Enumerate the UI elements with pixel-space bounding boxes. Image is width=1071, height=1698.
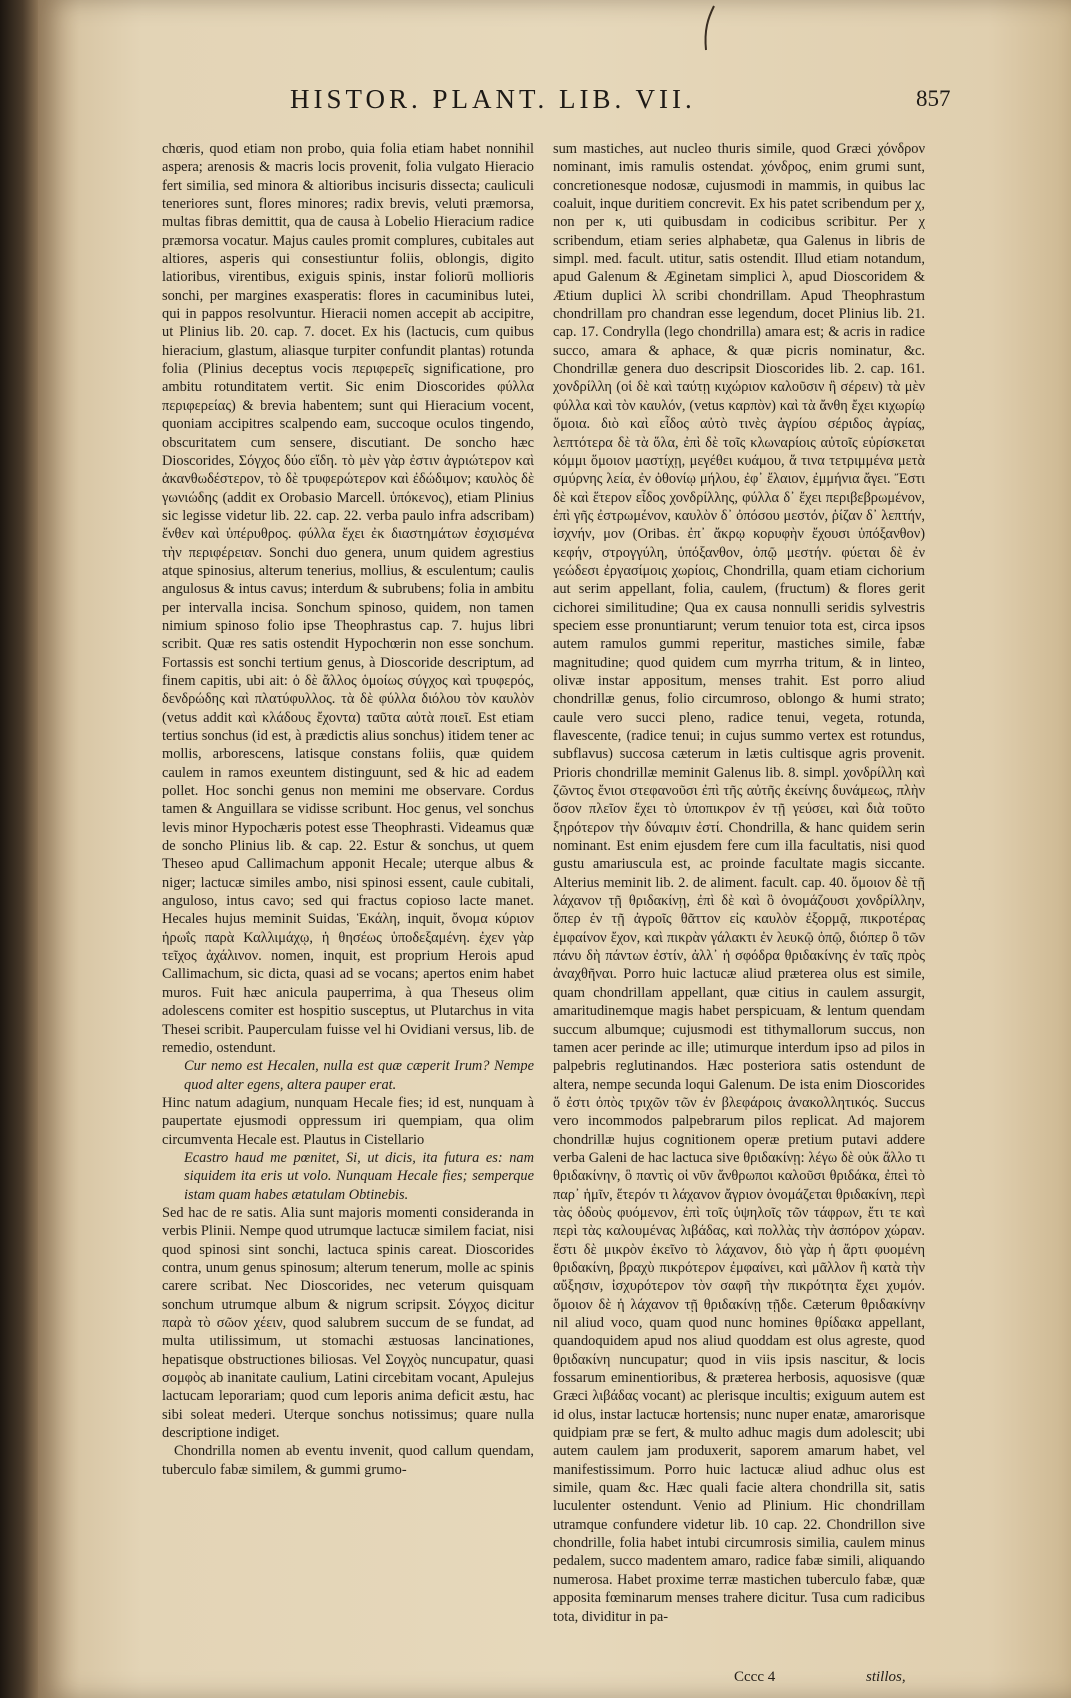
verse: Cur nemo est Hecalen, nulla est quæ cæperit Irum? Nempe quod alter egens, altera pauper erat.	[184, 1058, 534, 1093]
running-header: HISTOR. PLANT. LIB. VII.	[290, 84, 696, 114]
ink-mark-icon	[700, 4, 720, 52]
paragraph: Sed hac de re satis. Alia sunt majoris momenti consideranda in verbis Plinii. Nempe quod utrumque lactucæ similem faciat, nisi quod spinosi sint sonchi, lactuca spinis careat. Dioscorides contra, unum genus spinosum; alterum tenerum, molle ac spinis carere scribat. Nec Dioscorides, nec veterum quisquam sonchum utrumque album & nigrum scripsit. Σόγχος dicitur παρὰ τὸ σῶον χέειν, quod salubrem succum de se fundat, ad multa utilissimum, ut stomachi æstuosas lancinationes, hepatisque obstructiones biliosas. Vel Σογχὸς nuncupatur, quasi σομφὸς ab inanitate caulium, Latini circebitam vocant, Apulejus lactucam leporariam; quod cum leporis anima deficit æstu, hac sibi soleat mederi. Uterque sonchus notissimus; quare nulla descriptione indiget.	[162, 1204, 534, 1442]
signature-mark: Cccc 4	[734, 1669, 776, 1685]
paragraph: Hinc natum adagium, nunquam Hecale fies; id est, nunquam à paupertate ejusmodi oppressum iri quempiam, qua olim circumventa Hecale est. Plautus in Cistellario	[162, 1094, 534, 1148]
right-column	[553, 140, 925, 1626]
page-number: 857	[916, 86, 951, 111]
catchword: stillos,	[866, 1669, 906, 1685]
paragraph: chœris, quod etiam non probo, quia folia etiam habet nonnihil aspera; arenosis & macris locis provenit, folia vulgato Hieracio fert similia, sed minora & altioribus incisuris dissecta; cauliculi teneriores sunt, flores minores; radix brevis, veluti præmorsa, multas fibras demittit, qua de causa à Lobelio Hieracium radice præmorsa vocatur. Majus caules promit complures, cubitales aut altiores, asperis qui consestiuntur foliis, oblongis, digito latioribus, virentibus, exiguis spinis, instar foliorū mollioris sonchi, per margines exasperatis: flores in cacuminibus lutei, qui in pappos resolvuntur. Hieracii nomen accepit ab accipitre, ut Plinius lib. 20. cap. 7. docet. Ex his (lactucis, cum quibus hieracium, glastum, aliasque turpiter confundit plantas) rotunda folia (Plinius deceptus vocis περιφερεῖς significatione, pro ambitu rotunditatem vertit. Sic enim Dioscorides φύλλα περιφερείας) & brevia habentem; sunt qui Hieracium vocent, quoniam accipitres scalpendo eam, succoque oculos tingendo, obscuritatem cum sensere, discutiant. De soncho hæc Dioscorides, Σόγχος δύο εἴδη. τὸ μὲν γὰρ ἐστιν ἀγριώτερον καὶ ἀκανθωδέστερον, τὸ δὲ τρυφερώτερον καὶ ἐδώδιμον; καυλὸς δὲ γωνιώδης (addit ex Orobasio Marcell. ὑπόκενος), etiam Plinius sic legisse videtur lib. 22. cap. 22. verba paulo infra adscribam) ἔνθεν καὶ ὑπέρυθρος. φύλλα ἔχει ἐκ διαστημάτων ἐσχισμένα τὴν περιφέρειαν. Sonchi duo genera, unum quidem agrestius atque spinosius, alterum tenerius, mollius, & esculentum; caulis angulosus & intus cavus; interdum & subrubens; folia in ambitu per intervalla incisa. Sonchum spinoso, quidem, non tamen nimium spinoso folio ipse Theophrastus cap. 7. hujus libri scribit. Quæ res satis ostendit Hypochœrin non esse sonchum. Fortassis est sonchi tertium genus, à Dioscoride descriptum, ad finem capitis, ubi ait: ὁ δὲ ἄλλος ὁμοίως σύγχος καὶ τρυφερός, δενδρώδης καὶ πλατύφυλλος. τὰ δὲ φύλλα διόλου τὸν καυλὸν (vetus addit καὶ κλάδους ἔχοντα) ταῦτα αὐτὰ ποιεῖ. Est etiam tertius sonchus (id est, à prædictis alius sonchus) itidem tener ac mollis, arborescens, latisque constans foliis, quæ quidem caulem in ramos exeuntem distinguunt, sed & hic ad eadem pollet. Hoc sonchi genus non memini me observare. Cordus tamen & Anguillara se vidisse scribunt. Hoc genus, vel sonchus levis minor Hypochæris potest esse Theophrasti. Videamus quæ de soncho Plinius lib. & cap. 22. Estur & sonchus, ut quem Theseo apud Callimachum apponit Hecale; uterque albus & niger; lactucæ similes ambo, nisi spinosi essent, caule cubitali, anguloso, intus cavo; sed qui fractus copioso lacte manet. Hecales hujus meminit Suidas, Ἑκάλη, inquit, ὄνομα κύριον ἡρωΐς παρὰ Καλλιμάχῳ, ἡ θησέως ὑποδεξαμένη. ἐχεν γὰρ τεῖχος ἀχάλινον. nomen, inquit, est proprium Herois apud Callimachum, sic dicta, quasi ad se vocans; apertos enim habet muros. Fuit hæc anicula pauperrima, à qua Theseus olim adolescens comiter est hospitio susceptus, ut Plutarchus in vita Thesei scribit. Pauperculam fuisse vel hi Ovidiani versus, lib. de remedio, ostendunt.	[162, 141, 534, 1056]
paragraph: Chondrilla nomen ab eventu invenit, quod callum quendam, tuberculo fabæ similem, & gummi grumo-	[162, 1443, 534, 1478]
verse: Ecastro haud me pœnitet, Si, ut dicis, ita futura es: nam siquidem ita eris ut volo. Nunquam Hecale fies; semperque istam quam habes ætatulam Obtinebis.	[184, 1149, 534, 1203]
left-column	[162, 140, 534, 1479]
book-gutter	[0, 0, 38, 1698]
paragraph: sum mastiches, aut nucleo thuris simile, quod Græci χόνδρον nominant, imis ramulis ostendat. χόνδρος, enim grumi sunt, concretionesque nodosæ, cujusmodi in mammis, in quibus lac coaluit, inque duritiem concrevit. Ex his patet scribendum per χ, non per κ, uti quibusdam in codicibus scribitur. Per χ scribendum, etiam series alphabetæ, qua Galenus in libris de simpl. med. facult. utitur, satis ostendit. Illud etiam notandum, apud Galenum & Æginetam simplici λ, apud Dioscoridem & Ætium duplici λλ scribi chondrillam. Apud Theophrastum chondrillam pro chandran esse legendum, docet Plinius lib. 21. cap. 17. Condrylla (lego chondrilla) amara est; & acris in radice succo, amara & aphace, & quæ picris nominatur, &c. Chondrillæ genera duo descripsit Dioscorides lib. 2. cap. 161. χονδρίλλη (οἱ δὲ καὶ ταύτῃ κιχώριον καλοῦσιν ἢ σέρειν) τὰ μὲν φύλλα καὶ τὸν καυλόν, (vetus καρπὸν) καὶ τὰ ἄνθη ἔχει κιχωρίῳ ὅμοια. διὸ καὶ εἶδος αὐτὸ τινὲς ἀγρίου σέριδος ἀγρίας, λεπτότερα δὲ τὰ ὅλα, ἐπὶ δὲ τοῖς κλωναρίοις αὐτοῖς εὑρίσκεται κόμμι ὅμοιον μαστίχῃ, μεγέθει κυάμου, ἅ τινα τετριμμένα μετὰ σμύρνης λεία, ἐν ὀθονίῳ μήλου, ἐφ᾿ ἔλαιον, ἐμμήνια ἄγει. Ἔστι δὲ καὶ ἕτερον εἶδος χονδρίλλης, φύλλα δ᾿ ἔχει περιβεβρωμένον, ἐπὶ γῆς ἐστρωμένον, καυλὸν δ᾿ ὀπόσου μεστόν, ῥίζαν δ᾿ λεπτήν, ἰσχνήν, μον (Oribas. ἐπ᾿ ἄκρῳ κορυφὴν ἔχουσι ὑπόξανθον) κεφήν, στρογγύλη, ὑπόξανθον, ὀπῷ μεστήν. φύεται δὲ ἐν γεώδεσι ἐργασίμοις χωρίοις, Chondrilla, quam etiam cichorium aut serim appellant, folia, caulem, (fructum) & flores gerit cichorei similitudine; Qua ex causa nonnulli seridis sylvestris speciem esse pronuntiarunt; verum tenuior tota est, circa ipsos autem ramulos gummi reperitur, mastiches simile, fabæ magnitudine; quod quidem cum myrrha tritum, & in linteo, olivæ instar appositum, menses trahit. Est porro aliud chondrillæ genus, folio circumroso, oblongo & humi strato; caule vero succi pleno, radice tenui, vegeta, rotunda, flavescente, (radice tenui; in cujus summo vertex est rotundus, subflavus) succosa cæterum in lætis cultisque agris provenit. Prioris chondrillæ meminit Galenus lib. 8. simpl. χονδρίλλη καὶ ζῶντος ἔνιοι στεφανοῦσι ἐπὶ τῆς αὐτῆς ἐκείνης δυνάμεως, πλὴν ὅσον πλεῖον ἔχει τὸ ὑποπικρον ἐν τῇ γεύσει, καὶ διὰ τοῦτο ξηρότερον τὴν δύναμιν ἐστί. Chondrilla, & hanc quidem serin nominant. Est enim ejusdem fere cum illa facultatis, nisi quod gustu amariuscula est, ac proinde facultate magis siccante. Alterius meminit lib. 2. de aliment. facult. cap. 40. ὅμοιον δὲ τῇ λάχανον τῇ θριδακίνῃ, ἐπὶ δὲ καὶ ὃ ὀνομάζουσι χονδρίλλην, ὅπερ ἐν τῇ ἀγροῖς θᾶττον εἰς καυλὸν ἐξορμᾷ, πικροτέρας ἐμφαίνον ἔχον, καὶ πικρὰν γάλακτι ἐν λευκῷ ὀπῷ, διόπερ ὃ τῶν πάνυ δὴ πάντων ἐστίν, ἀλλ᾿ ἡ σφόδρα θριδακίνης ἐν ταῖς πρὸς ἀναχθῆναι. Porro huic lactucæ aliud præterea olus est simile, quam chondrillam appellant, quæ citius in caulem assurgit, amaritudinemque magis habet perspicuam, & lentum quendam succum albumque; cujusmodi est tithymallorum succus, non tamen acer perinde ac ille; utimurque interdum ipso ad pilos in palpebris reglutinandos. Hæc posteriora satis ostendunt de altera, nempe secunda loqui Galenum. De ista enim Dioscorides ὅ ἐστι ὀπὸς τριχῶν τῶν ἐν βλεφάροις ἀνακολλητικός. Succus vero incommodos palpebrarum pilos replicat. Ad majorem chondrillæ hujus cognitionem operæ pretium putavi addere verba Galeni de hac lactuca sive θριδακίνῃ: λέγω δὲ οὐκ ἄλλο τι θριδακίνην, ὃ παντὶς οἱ νῦν ἄνθρωποι καλοῦσι θριδάκα, ἐπεὶ τὸ παρ᾿ ἡμῖν, ἕτερόν τι λάχανον ἄγριον ὀνομάζεται θριδακίνη, περὶ τὰς ὁδοὺς φυόμενον, ἐπὶ τοῖς ὑψηλοῖς τῶν τάφρων, ἔτι τε καὶ περὶ τὰς καλουμένας λιβάδας, καὶ πολλὰς τὴν ἀσπόρον χώραν. ἔστι δὲ μικρὸν ἐκεῖνο τὸ λάχανον, διὸ γὰρ ἡ ἄρτι φυομένη θριδακίνη, βραχὺ πικρότερον ἐμφαίνει, καὶ μᾶλλον ἢ κατὰ τὴν αὔξησιν, ἰσχυρότερον τὸν σαφῆ τὴν πικρότητα ἔχει χυμόν. ὅμοιον δὲ ἡ λάχανον τῇ θριδακίνῃ τῇδε. Cæterum θριδακίνην nil aliud voco, quam quod nunc homines θρίδακα appellant, quandoquidem apud nos aliud quoddam est olus agreste, quod θριδακίνη nuncupatur; quod in viis ipsis nascitur, & locis fossarum eminentioribus, & præterea herbosis, aquosisve (quæ Græci λιβάδας vocant) ac plerisque incultis; exiguum autem est id olus, instar lactucæ hortensis; nunc nuper enatæ, amarorisque quidpiam præ se fert, & multo adhuc magis dum adolescit; ubi autem caulem jam produxerit, saporem amarum habet, vel manifestissimum. Porro huic lactucæ aliud adhuc olus est simile, quam &c. Hæc quali facie altera chondrilla sit, satis luculenter ostendunt. Venio ad Plinium. Hic chondrillam utramque confundere videtur lib. 10 cap. 22. Chondrillon sive chondrille, folia habet intubi circumrosis similia, caulem minus pedalem, succo madentem amaro, radice fabæ simili, aliquando numerosa. Habet proxime terræ mastichen tuberculo fabæ, quæ apposita fœminarum menses trahere dicitur. Tusa cum radicibus tota, dividitur in pa-	[553, 141, 925, 1625]
